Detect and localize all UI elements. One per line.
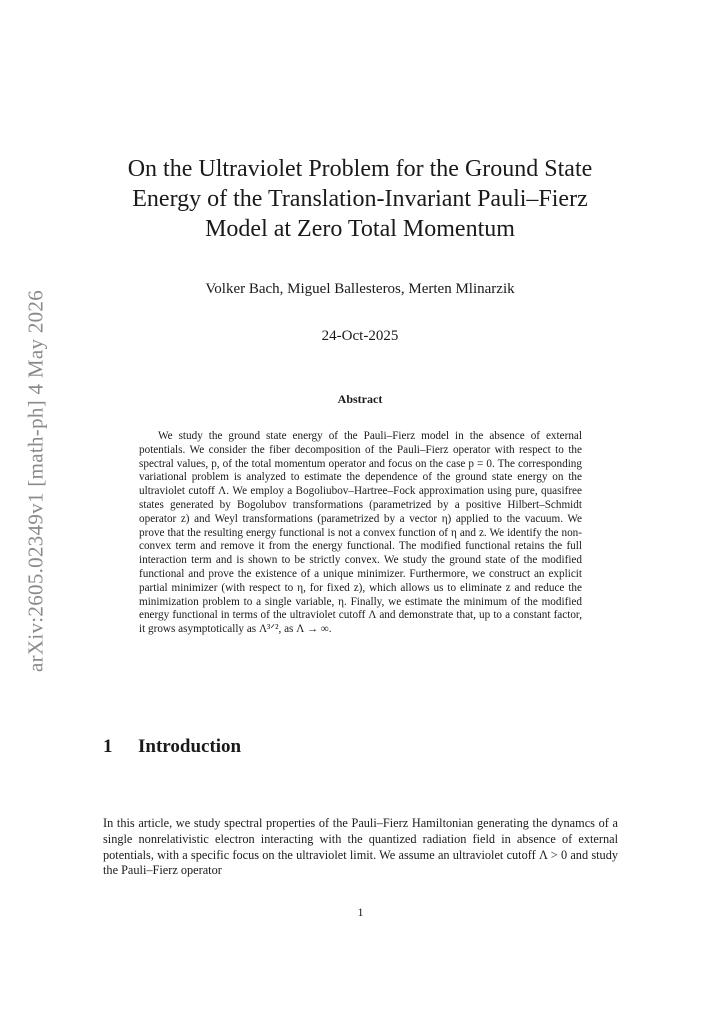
author-list: Volker Bach, Miguel Ballesteros, Merten Mlinarzik — [205, 281, 515, 297]
arxiv-identifier-stamp: arXiv:2605.02349v1 [math-ph] 4 May 2026 — [23, 289, 48, 673]
section-number: 1 — [103, 736, 113, 757]
introduction-paragraph: In this article, we study spectral properties of the Pauli–Fierz Hamiltonian generating the dynamcs of a single nonrelativistic electron interacting with the quantized radiation field in absence of external potentials, with a specific focus on the ultraviolet limit. We assume an ultraviolet cutoff Λ > 0 and study the Pauli–Fierz operator — [103, 816, 618, 878]
title-line: On the Ultraviolet Problem for the Ground State — [127, 156, 593, 182]
abstract-body — [139, 430, 582, 637]
abstract-paragraph: We study the ground state energy of the Pauli–Fierz model in the absence of external potentials. We consider the fiber decomposition of the Pauli–Fierz operator with respect to the spectral values, p, of the total momentum operator and focus on the case p = 0. The corresponding variational problem is analyzed to estimate the dependence of the ground state energy on the ultraviolet cutoff Λ. We employ a Bogoliubov–Hartree–Fock approximation using pure, quasifree states generated by Bogolubov transformations (parametrized by a positive Hilbert–Schmidt operator z) and Weyl transformations (parametrized by a vector η) applied to the vacuum. We prove that the resulting energy functional is not a convex function of η and z. We identify the non-convex term and remove it from the energy functional. The modified functional retains the full interaction term and is shown to be strictly convex. We study the ground state of the modified functional and prove the existence of a unique minimizer. Furthermore, we construct an explicit partial minimizer (with respect to η, for fixed z), which allows us to eliminate z and reduce the minimization problem to a single variable, η. Finally, we estimate the minimum of the modified energy functional in terms of the ultraviolet cutoff Λ and demonstrate that, up to a constant factor, it grows asymptotically as Λ³ᐟ², as Λ → ∞. — [139, 430, 582, 636]
section-title: Introduction — [138, 736, 242, 757]
page-number: 1 — [357, 905, 364, 919]
abstract-heading: Abstract — [337, 392, 383, 406]
title-line: Energy of the Translation-Invariant Pauli–Fierz — [132, 186, 588, 212]
title-line: Model at Zero Total Momentum — [205, 216, 515, 242]
paper-date: 24-Oct-2025 — [321, 328, 399, 344]
paper-title — [80, 154, 640, 244]
section-heading — [103, 736, 241, 758]
